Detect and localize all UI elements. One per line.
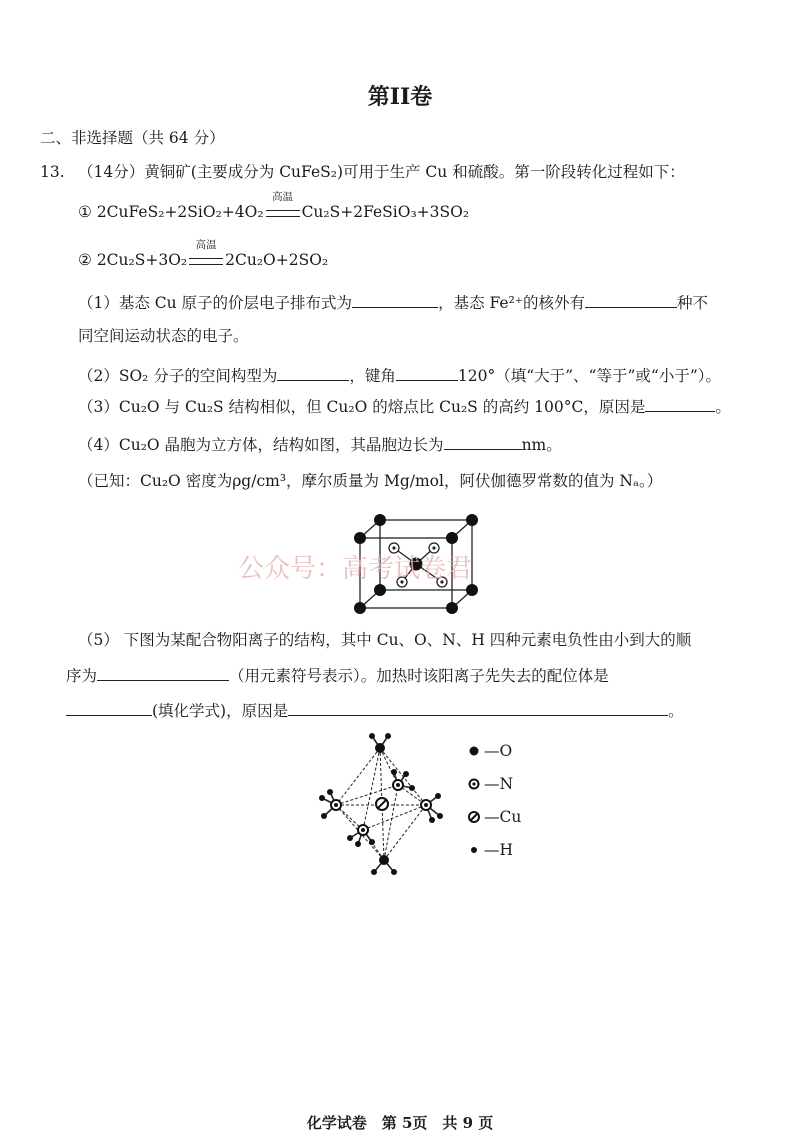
- answer-blank-2b[interactable]: [396, 365, 458, 381]
- part-5-text-e: 。: [668, 702, 684, 720]
- reaction-2-reactants: ② 2Cu₂S+3O₂: [78, 251, 188, 269]
- part-5-line2: [66, 665, 609, 686]
- part-2-text-b: ，键角: [349, 367, 396, 385]
- part-1-line2: 同空间运动状态的电子。: [78, 327, 249, 345]
- answer-blank-2a[interactable]: [277, 365, 349, 381]
- part-1-text-a: （1）基态 Cu 原子的价层电子排布式为: [78, 294, 353, 312]
- watermark: 公众号：高考试卷君: [238, 554, 473, 584]
- answer-blank-1a[interactable]: [352, 292, 438, 308]
- question-intro: （14分）黄铜矿(主要成分为 CuFeS₂)可用于生产 Cu 和硫酸。第一阶段转化过程如下：: [78, 163, 685, 181]
- reaction-1: [78, 191, 470, 222]
- reaction-1-arrow: [266, 191, 300, 222]
- part-5-line3: [66, 700, 684, 721]
- reaction-1-reactants: ① 2CuFeS₂+2SiO₂+4O₂: [78, 203, 264, 221]
- part-3-text-a: （3）Cu₂O 与 Cu₂S 结构相似，但 Cu₂O 的熔点比 Cu₂S 的高约 100°C，原因是: [78, 398, 646, 416]
- answer-blank-4[interactable]: [444, 434, 522, 450]
- legend-hydrogen-icon: [471, 847, 477, 853]
- legend-label-n: —N: [484, 775, 514, 793]
- legend-label-o: —O: [484, 742, 513, 760]
- part-1-line1: [78, 292, 708, 313]
- part-4-text-a: （4）Cu₂O 晶胞为立方体，结构如图，其晶胞边长为: [78, 436, 444, 454]
- section-heading: 二、非选择题（共 64 分）: [40, 129, 225, 147]
- part-5-line1: （5） 下图为某配合物阳离子的结构，其中 Cu、O、N、H 四种元素电负性由小到大的顺: [78, 631, 692, 649]
- answer-blank-5a[interactable]: [97, 665, 229, 681]
- part-5-text-c: （用元素符号表示）。加热时该阳离子先失去的配位体是: [229, 667, 609, 685]
- answer-blank-5b[interactable]: [66, 700, 152, 716]
- part-5-text-b: 序为: [66, 667, 98, 685]
- answer-blank-5c[interactable]: [288, 700, 668, 716]
- page-footer: 化学试卷 第 5页 共 9 页: [306, 1114, 494, 1132]
- question-number: 13.: [40, 163, 65, 181]
- reaction-2-arrow: [189, 239, 223, 270]
- reaction-2: [78, 239, 329, 270]
- part-1-text-c: 种不: [676, 294, 708, 312]
- legend-label-cu: —Cu: [484, 808, 522, 826]
- part-3: [78, 396, 731, 417]
- part-5-text-d: (填化学式)，原因是: [152, 702, 289, 720]
- answer-blank-3[interactable]: [645, 396, 715, 412]
- reaction-2-condition: 高温: [195, 239, 217, 251]
- part-3-text-b: 。: [715, 398, 731, 416]
- part-1-text-b: ，基态 Fe²⁺的核外有: [438, 294, 585, 312]
- reaction-2-products: 2Cu₂O+2SO₂: [225, 251, 329, 269]
- part-4-text-b: nm。: [521, 436, 562, 454]
- answer-blank-1b[interactable]: [585, 292, 677, 308]
- part-2-text-c: 120°（填“大于”、“等于”或“小于”）。: [457, 367, 721, 385]
- legend-label-h: —H: [484, 841, 514, 859]
- part-4: [78, 434, 562, 455]
- section-title: 第II卷: [367, 84, 433, 110]
- legend-symbols: [466, 740, 486, 860]
- reaction-1-products: Cu₂S+2FeSiO₃+3SO₂: [301, 203, 470, 221]
- part-4-note: （已知：Cu₂O 密度为ρg/cm³，摩尔质量为 Mg/mol，阿伏伽德罗常数的值为 Nₐ。）: [78, 472, 663, 490]
- complex-cation-figure: [308, 730, 458, 880]
- legend-oxygen-icon: [470, 747, 479, 756]
- part-2-text-a: （2）SO₂ 分子的空间构型为: [78, 367, 278, 385]
- reaction-1-condition: 高温: [272, 191, 294, 203]
- part-2: [78, 365, 721, 386]
